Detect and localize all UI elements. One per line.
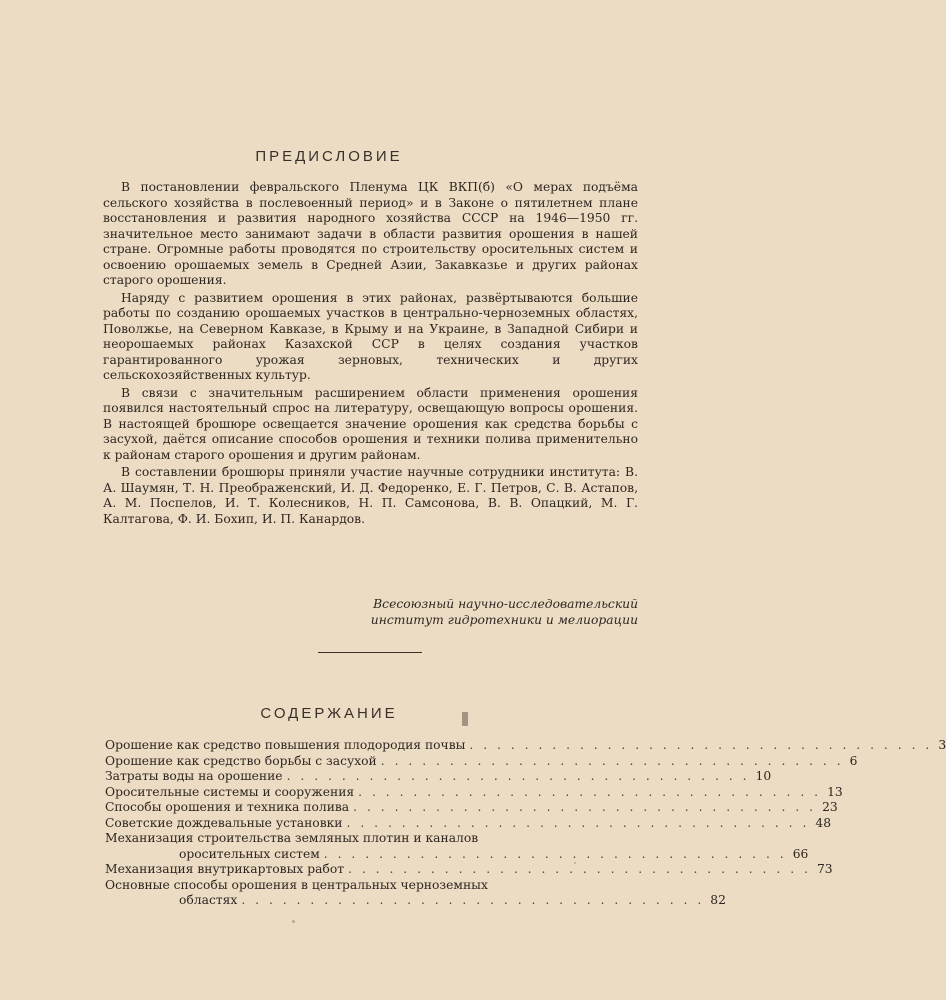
toc-leader: . . . . . . . . . . . . . . . . . . . . . . . . . . . . . . . . . .	[358, 784, 822, 799]
toc-leader: . . . . . . . . . . . . . . . . . . . . . . . . . . . . . . . . . .	[348, 862, 811, 876]
toc-leader: . . . . . . . . . . . . . . . . . . . . . . . . . . . . . . . . . .	[323, 846, 787, 861]
contents-heading: СОДЕРЖАНИЕ	[260, 705, 398, 722]
toc-entry-page: 23	[822, 800, 838, 814]
preface-paragraph-4: В составлении брошюры приняли участие научные сотрудники института: В. А. Шаумян, Т. Н. Преображенский, И. Д. Федоренко, Е. Г. Петров, С. В. Астапов, А. М. Поспелов, И. Т. Колесников, Н. П. Самсонова, В. В. Опацкий, М. Г. Калтагова, Ф. И. Бохип, И. П. Канардов.	[103, 465, 638, 526]
toc-entry[interactable]	[105, 784, 843, 801]
toc-entry-title: Затраты воды на орошение	[105, 769, 283, 783]
table-of-contents	[105, 738, 946, 909]
toc-entry-page: 13	[827, 784, 843, 799]
toc-entry[interactable]	[105, 800, 838, 816]
section-divider	[318, 652, 422, 653]
paper-speck	[462, 712, 468, 726]
toc-entry-page: 82	[710, 893, 726, 907]
toc-leader: . . . . . . . . . . . . . . . . . . . . . . . . . . . . . . . . . .	[241, 893, 705, 907]
preface-paragraph-1: В постановлении февральского Пленума ЦК ВКП(б) «О мерах подъёма сельского хозяйства в послевоенный период» и в Законе о пятилетнем плане восстановления и развития народного хозяйства СССР на 1946—1950 гг. значительное место занимают задачи в области развития орошения в нашей стране. Огромные работы проводятся по строительству оросительных систем и освоению орошаемых земель в Средней Азии, Закавказье и других районах старого орошения.	[103, 180, 638, 287]
toc-entry-title: Способы орошения и техника полива	[105, 800, 350, 814]
toc-entry[interactable]	[105, 815, 832, 832]
toc-entry[interactable]	[105, 877, 726, 909]
toc-entry-page: 6	[849, 753, 858, 768]
institute-signature	[278, 596, 638, 628]
toc-entry-title: Оросительные системы и сооружения	[105, 784, 355, 799]
toc-leader: . . . . . . . . . . . . . . . . . . . . . . . . . . . . . . . . . .	[353, 800, 817, 814]
toc-entry-title-line1: Основные способы орошения в центральных черноземных	[105, 877, 488, 892]
toc-entry-title-line1: Механизация строительства земляных плотин и каналов	[105, 831, 479, 845]
preface-heading: ПРЕДИСЛОВИЕ	[255, 148, 403, 165]
toc-entry[interactable]	[105, 862, 833, 878]
toc-entry-title: Советские дождевальные установки	[105, 815, 343, 830]
preface-paragraph-3: В связи с значительным расширением области применения орошения появился настоятельный спрос на литературу, освещающую вопросы орошения. В настоящей брошюре освещается значение орошения как средства борьбы с засухой, даётся описание способов орошения и техники полива применительно к районам старого орошения и другим районам.	[103, 385, 638, 462]
signature-line-1: Всесоюзный научно-исследовательский	[373, 597, 638, 611]
toc-entry[interactable]	[105, 753, 858, 770]
signature-line-2: институт гидротехники и мелиорации	[370, 613, 638, 627]
toc-entry-page: 3	[938, 738, 946, 752]
toc-entry-title: Орошение как средство повышения плодородия почвы	[105, 738, 466, 752]
toc-entry-title: Механизация внутрикартовых работ	[105, 862, 345, 876]
paper-speck	[292, 920, 295, 923]
toc-entry[interactable]	[105, 769, 772, 785]
preface-body	[103, 180, 638, 529]
toc-entry-title: Орошение как средство борьбы с засухой	[105, 753, 377, 768]
toc-leader: . . . . . . . . . . . . . . . . . . . . . . . . . . . . . . . . . .	[346, 815, 810, 830]
toc-leader: . . . . . . . . . . . . . . . . . . . . . . . . . . . . . . . . . .	[469, 738, 933, 752]
toc-entry-page: 73	[816, 862, 833, 876]
toc-entry-page: 66	[792, 846, 809, 861]
preface-paragraph-2: Наряду с развитием орошения в этих районах, развёртываются большие работы по созданию орошаемых участков в центрально-черноземных областях, Поволжье, на Северном Кавказе, в Крыму и на Украине, в Западной Сибири и неорошаемых районах Казахской ССР в целях создания участков гарантированного урожая зерновых, технических и других сельскохозяйственных культур.	[103, 290, 638, 382]
paper-speck	[574, 862, 576, 864]
toc-leader: . . . . . . . . . . . . . . . . . . . . . . . . . . . . . . . . . .	[286, 769, 750, 783]
toc-entry-page: 48	[815, 815, 832, 830]
toc-entry[interactable]	[105, 831, 809, 862]
toc-entry[interactable]	[105, 738, 946, 754]
toc-leader: . . . . . . . . . . . . . . . . . . . . . . . . . . . . . . . . . .	[380, 753, 844, 768]
toc-entry-title-line2: оросительных систем	[179, 846, 320, 861]
toc-entry-title-line2: областях	[179, 893, 238, 907]
toc-entry-page: 10	[755, 769, 772, 783]
